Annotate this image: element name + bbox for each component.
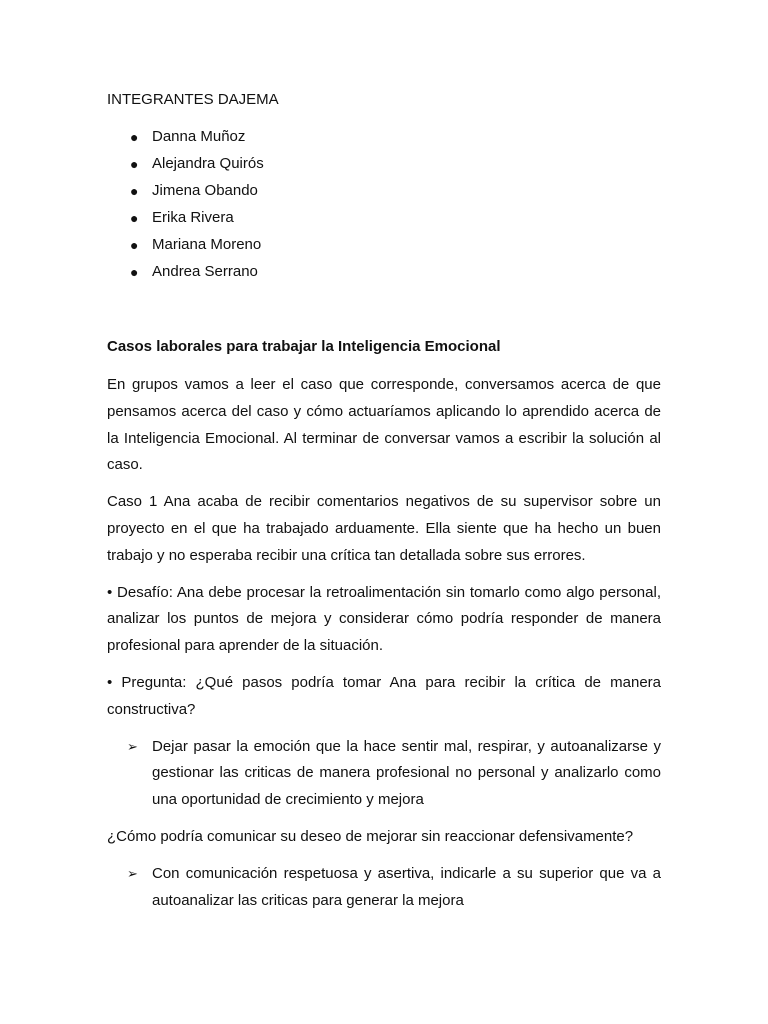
intro-paragraph: En grupos vamos a leer el caso que corresponde, conversamos acerca de que pensamos acerca del caso y cómo actuaríamos aplicando lo aprendido acerca de la Inteligencia Emocional. Al terminar de conversar vamos a escribir la solución al caso.	[107, 376, 661, 474]
member-name: Jimena Obando	[152, 182, 258, 199]
bullet-icon: ●	[130, 264, 139, 280]
group-title: INTEGRANTES DAJEMA	[107, 91, 279, 108]
case-paragraph: Caso 1 Ana acaba de recibir comentarios negativos de su supervisor sobre un proyecto en el que ha trabajado arduamente. Ella siente que ha hecho un buen trabajo y no esperaba recibir una crítica tan detallada sobre sus errores.	[107, 493, 661, 564]
challenge-paragraph: • Desafío: Ana debe procesar la retroalimentación sin tomarlo como algo personal, analizar los puntos de mejora y considerar cómo podría responder de manera profesional para aprender de la situación.	[107, 583, 661, 655]
arrow-bullet-icon: ➢	[127, 738, 138, 754]
member-item	[107, 262, 667, 289]
member-item	[107, 154, 667, 181]
bullet-icon: ●	[130, 129, 139, 145]
arrow-bullet-icon: ➢	[127, 865, 138, 881]
answer-item	[107, 734, 661, 814]
member-item	[107, 181, 667, 208]
member-name: Alejandra Quirós	[152, 155, 264, 172]
bullet-icon: ●	[130, 156, 139, 172]
member-name: Danna Muñoz	[152, 128, 246, 145]
answer-item	[107, 861, 661, 915]
bullet-icon: ●	[130, 237, 139, 253]
member-list	[107, 127, 667, 289]
answer-text: Con comunicación respetuosa y asertiva, indicarle a su superior que va a autoanalizar las criticas para generar la mejora	[152, 864, 661, 909]
member-name: Mariana Moreno	[152, 236, 262, 253]
bullet-icon: ●	[130, 183, 139, 199]
member-item	[107, 127, 667, 154]
answer-text: Dejar pasar la emoción que la hace sentir mal, respirar, y autoanalizarse y gestionar las criticas de manera profesional no personal y analizarlo como una oportunidad de crecimiento y mejora	[152, 737, 661, 809]
member-item	[107, 208, 667, 235]
question-paragraph: ¿Cómo podría comunicar su deseo de mejorar sin reaccionar defensivamente?	[107, 827, 634, 845]
member-name: Erika Rivera	[152, 209, 234, 226]
bullet-icon: ●	[130, 210, 139, 226]
question-paragraph: • Pregunta: ¿Qué pasos podría tomar Ana para recibir la crítica de manera constructiva?	[107, 673, 661, 718]
member-item	[107, 235, 667, 262]
section-title: Casos laborales para trabajar la Inteligencia Emocional	[107, 338, 501, 355]
member-name: Andrea Serrano	[152, 263, 258, 280]
case-section	[107, 337, 661, 924]
